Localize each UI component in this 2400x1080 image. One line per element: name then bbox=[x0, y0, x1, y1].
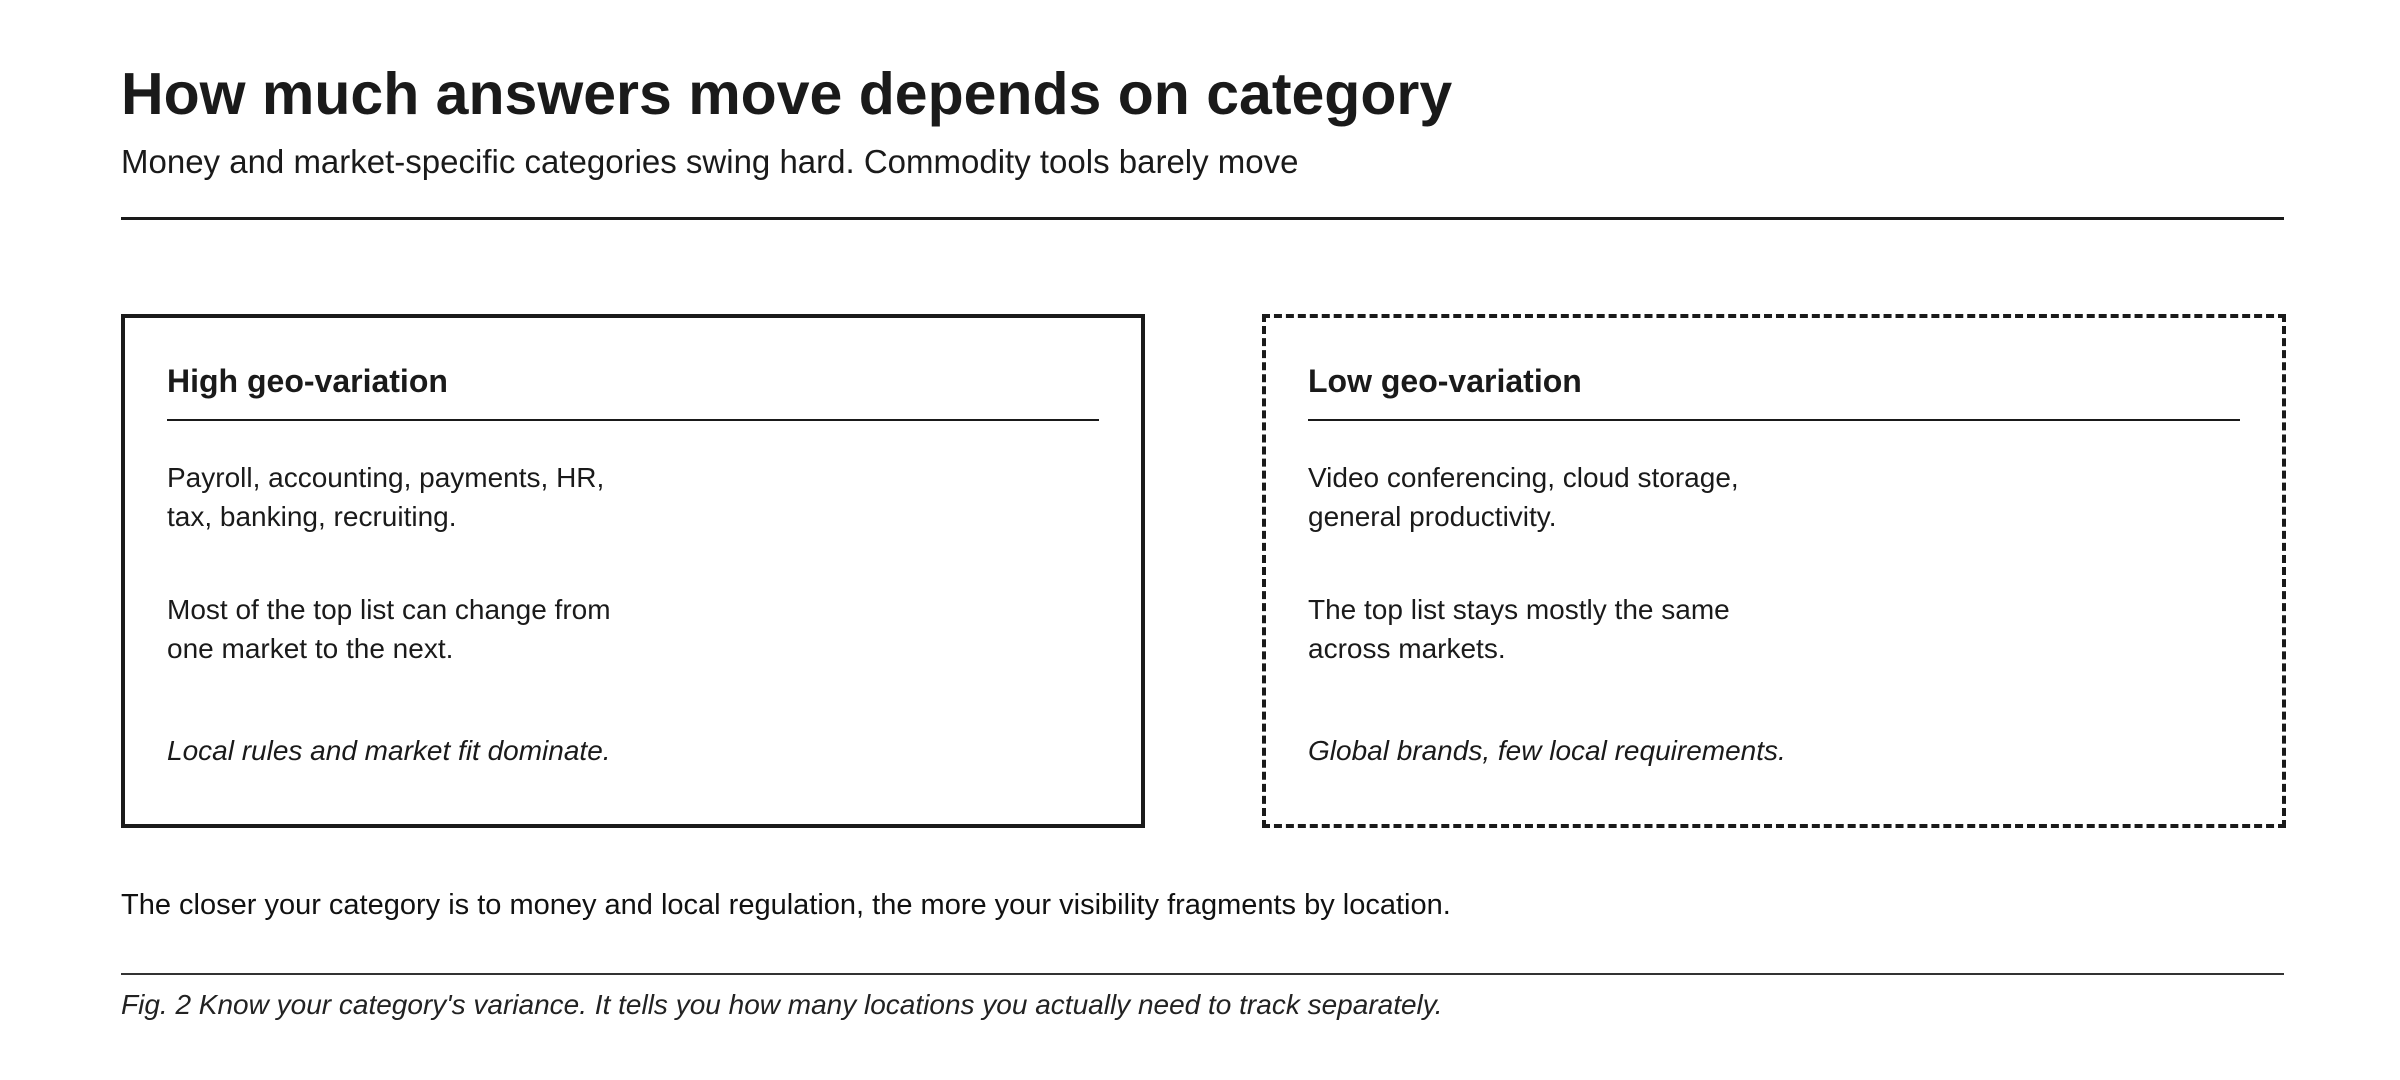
panel-title-low: Low geo-variation bbox=[1308, 363, 1582, 399]
high-geo-variation-panel bbox=[121, 314, 1145, 828]
low-geo-variation-panel bbox=[1262, 314, 2286, 828]
panel-divider-low bbox=[1308, 419, 2240, 421]
low-categories-line-2: general productivity. bbox=[1308, 501, 1557, 532]
panel-divider-high bbox=[167, 419, 1099, 421]
low-effect-line-2: across markets. bbox=[1308, 633, 1506, 664]
high-effect-line-2: one market to the next. bbox=[167, 633, 454, 664]
page-subtitle: Money and market-specific categories swing hard. Commodity tools barely move bbox=[121, 143, 1299, 180]
figure-caption: Fig. 2 Know your category's variance. It tells you how many locations you actually need to track separately. bbox=[121, 989, 1443, 1020]
high-categories-line-2: tax, banking, recruiting. bbox=[167, 501, 457, 532]
takeaway-text: The closer your category is to money and local regulation, the more your visibility fragments by location. bbox=[121, 889, 1451, 921]
panel-title-high: High geo-variation bbox=[167, 363, 448, 399]
header-divider bbox=[121, 217, 2284, 220]
high-effect-line-1: Most of the top list can change from bbox=[167, 594, 611, 625]
low-categories-line-1: Video conferencing, cloud storage, bbox=[1308, 462, 1739, 493]
low-note: Global brands, few local requirements. bbox=[1308, 735, 1786, 766]
low-effect-line-1: The top list stays mostly the same bbox=[1308, 594, 1730, 625]
caption-divider bbox=[121, 973, 2284, 975]
high-categories-line-1: Payroll, accounting, payments, HR, bbox=[167, 462, 605, 493]
page-title: How much answers move depends on category bbox=[121, 61, 1453, 127]
high-note: Local rules and market fit dominate. bbox=[167, 735, 611, 766]
